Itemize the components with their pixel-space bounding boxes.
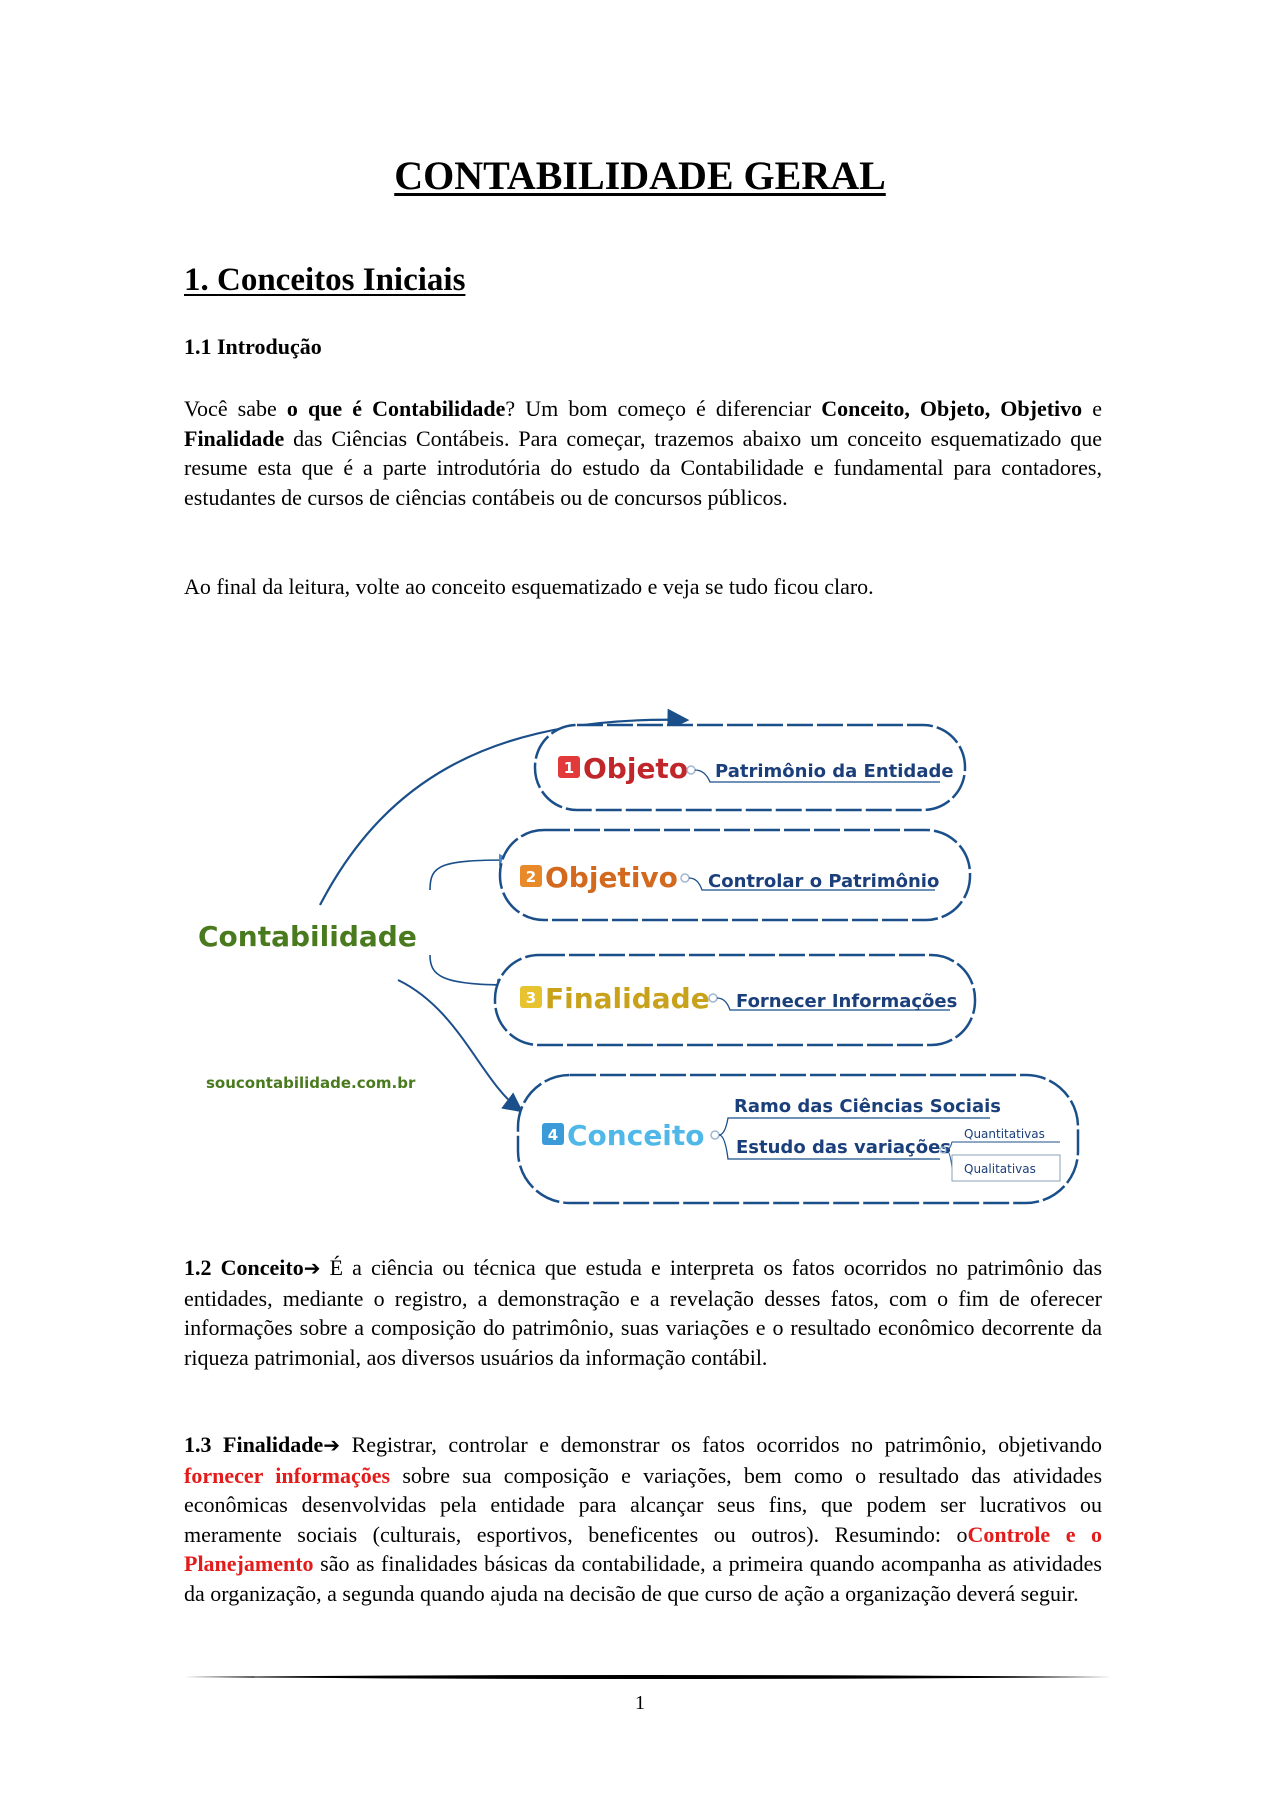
mind-map-diagram (180, 690, 1110, 1210)
document-title: CONTABILIDADE GERAL (394, 153, 886, 198)
node-finalidade-label: Finalidade (545, 982, 710, 1015)
diagram-site-label: soucontabilidade.com.br (206, 1074, 416, 1092)
node-conceito-sub-quantitativas: Quantitativas (964, 1127, 1045, 1141)
intro-closing-paragraph: Ao final da leitura, volte ao conceito esquematizado e veja se tudo ficou claro. (184, 574, 874, 599)
node-conceito-detail-2: Estudo das variações (736, 1137, 951, 1158)
connector-finalidade (430, 955, 508, 985)
page-number: 1 (635, 1692, 645, 1714)
section-heading: 1. Conceitos Iniciais (184, 262, 466, 298)
arrow-icon: ➔ (303, 1256, 321, 1280)
badge-4-number: 4 (547, 1126, 559, 1144)
node-conceito-sub-qualitativas: Qualitativas (964, 1162, 1036, 1176)
intro-heading: 1.1 Introdução (184, 334, 322, 359)
arrow-icon: ➔ (323, 1433, 341, 1457)
node-objeto-detail: Patrimônio da Entidade (715, 761, 954, 782)
badge-1-number: 1 (563, 759, 575, 777)
node-conceito-label: Conceito (567, 1119, 705, 1152)
diagram-center-label: Contabilidade (198, 920, 417, 953)
node-conceito-detail-1: Ramo das Ciências Sociais (734, 1096, 1001, 1117)
badge-3-number: 3 (525, 989, 537, 1007)
footer-divider (184, 1674, 1112, 1680)
badge-2-number: 2 (525, 868, 537, 886)
purpose-paragraph: 1.3 Finalidade➔ Registrar, controlar e demonstrar os fatos ocorridos no patrimônio, objetivando fornecer informações sobre sua composição e variações, bem como o resultado das atividades econômicas desenvolvidas pela entidade para alcançar seus fins, que podem ser lucrativos ou meramente sociais (culturais, esportivos, beneficentes ou outros). Resumindo: oControle e o Planejamento são as finalidades básicas da contabilidade, a primeira quando acompanha as atividades da organização, a segunda quando ajuda na decisão de que curso de ação a organização deverá seguir. (184, 1432, 1103, 1606)
connector-objetivo (430, 860, 510, 890)
node-finalidade-detail: Fornecer Informações (736, 991, 958, 1012)
concept-paragraph: 1.2 Conceito➔ É a ciência ou técnica que estuda e interpreta os fatos ocorridos no patrimônio das entidades, mediante o registro, a demonstração e a revelação desses fatos, com o fim de oferecer informações sobre a composição do patrimônio, suas variações e o resultado econômico decorrente da riqueza patrimonial, aos diversos usuários da informação contábil. (184, 1255, 1103, 1370)
node-objetivo-label: Objetivo (545, 861, 678, 894)
node-objetivo-detail: Controlar o Patrimônio (708, 871, 940, 892)
node-objeto-label: Objeto (583, 752, 689, 785)
intro-paragraph: Você sabe o que é Contabilidade? Um bom começo é diferenciar Conceito, Objeto, Objetivo e Finalidade das Ciências Contábeis. Para começar, trazemos abaixo um conceito esquematizado que resume esta que é a parte introdutória do estudo da Contabilidade e fundamental para contadores, estudantes de cursos de ciências contábeis ou de concursos públicos. (184, 396, 1103, 510)
